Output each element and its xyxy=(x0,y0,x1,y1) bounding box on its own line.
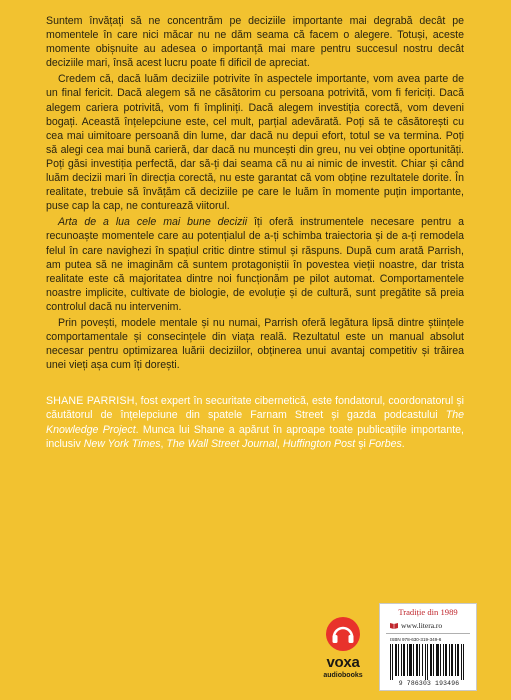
conjunction: și xyxy=(355,437,369,450)
tradition-text: Tradiție din 1989 xyxy=(398,607,458,617)
blurb-paragraph-4: Prin povești, modele mentale și nu numai, Parrish oferă legătura lipsă dintre științele comportamentale și consecințele din viața reală. Rezultatul este un manual absolut necesar pentru optimizarea luării deciziilor, obținerea unui avantaj competitiv și trăirea unei vieți așa cum îți dorești. xyxy=(46,316,464,372)
book-icon xyxy=(390,622,398,629)
author-bio xyxy=(46,394,464,450)
blurb-paragraph-2: Credem că, dacă luăm deciziile potrivite în aspectele importante, vom avea parte de un final fericit. Dacă alegem să ne căsătorim cu persoana potrivită, vom fi fericiți. Dacă alegem cariera potrivită, vom fi împliniți. Dacă alegem investiția corectă, vom deveni bogați. Această înțelepciune este, cel mult, parțial adevărată. Poți să te căsătorești cu cea mai uimitoare persoană din lume, dar dacă nu depui efort, totul se va termina. Poți să alegi cea mai bună carieră, dar dacă nu muncești din greu, nu vei obține oportunități. Poți găsi investiția perfectă, dar să-ți dai seama că nu ai nimic de investit. Chiar și când luăm decizii mari în direcția corectă, nu este garantat că vom obține rezultatele dorite. În realitate, trebuie să învățăm că deciziile pe care le luăm în momente puțin importante, puse cap la cap, ne conturează viitorul. xyxy=(46,73,464,213)
logo-subtitle: audiobooks xyxy=(323,672,363,679)
label-divider xyxy=(386,633,470,634)
separator-2: , xyxy=(276,437,283,450)
blurb-paragraph-3-rest: îți oferă instrumentele necesare pentru a recunoaște momentele care au potențialul de a-ți schimba traiectoria și de a-ți remodela felul în care navighezi în spațiul critic dintre stimul și răspuns. După cum arată Parrish, am putea să ne imaginăm că suntem protagoniștii în povestea vieții noastre, dar trista realitate este că majoritatea dintre noi funcționăm pe pilot automat. Comportamentele noastre implicite, cultivate de biologie, de evoluție și de cultură, sunt pregătite să preia controlul dacă nu intervenim. xyxy=(46,216,464,313)
book-title-italic: Arta de a lua cele mai bune decizii xyxy=(58,216,248,229)
bio-end: . xyxy=(401,437,405,450)
website-text: www.litera.ro xyxy=(401,621,443,630)
barcode-number: 9 786303 193496 xyxy=(398,680,460,687)
blurb-paragraph-1: Suntem învățați să ne concentrăm pe deciziile importante mai degrabă decât pe momentele în care nici măcar nu ne dăm seama că facem o alegere. Totuși, aceste momente obișnuite au adesea o importanță mai mare pentru succesul nostru decât deciziile mari, însă acest lucru poate fi dificil de apreciat. xyxy=(46,15,464,70)
voxa-logo xyxy=(315,616,371,686)
publication-3: Huffington Post xyxy=(282,437,356,450)
podcast-title: The Knowledge Project xyxy=(46,409,464,436)
publication-4: Forbes xyxy=(368,437,402,450)
website-row xyxy=(390,621,470,631)
bio-text-1: , fost expert în securitate cibernetică, este fondatorul, coordonatorul și căutătorul de înțelepciune din spatele Farnam Street și gazda podcastului xyxy=(46,395,464,422)
blurb-paragraph-3 xyxy=(46,215,464,314)
bio-text-2: . Munca lui Shane a apărut în aproape toate publicațiile importante, inclusiv xyxy=(46,423,464,450)
publication-2: The Wall Street Journal xyxy=(166,437,277,450)
blurb-text xyxy=(46,14,464,453)
barcode xyxy=(388,644,468,680)
logo-wordmark: voxa xyxy=(326,654,360,671)
author-name: SHANE PARRISH xyxy=(46,395,135,408)
publisher-label xyxy=(379,603,477,691)
publication-1: New York Times xyxy=(83,437,161,450)
headphones-icon xyxy=(325,616,361,652)
isbn-text: ISBN 978-630-319-349-6 xyxy=(390,637,442,642)
separator-1: , xyxy=(160,437,167,450)
